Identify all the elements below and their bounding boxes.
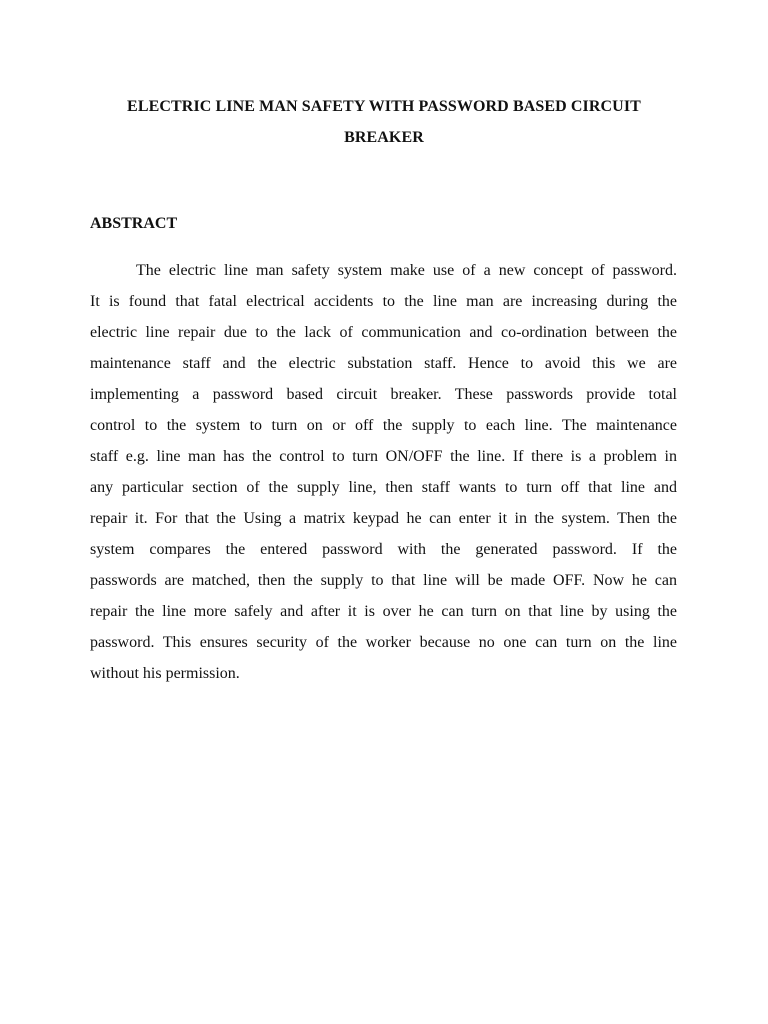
paragraph-line: maintenance staff and the electric substation staff. Hence to avoid this we are	[90, 355, 677, 372]
paragraph-line: repair it. For that the Using a matrix keypad he can enter it in the system. Then the	[90, 510, 677, 527]
section-heading-abstract: ABSTRACT	[90, 215, 178, 232]
title-line-2: BREAKER	[344, 129, 424, 146]
paragraph-line: repair the line more safely and after it is over he can turn on that line by using the	[90, 603, 677, 620]
paragraph-line: The electric line man safety system make use of a new concept of password.	[136, 262, 677, 279]
paragraph-line: implementing a password based circuit breaker. These passwords provide total	[90, 386, 677, 403]
paragraph-line: system compares the entered password with the generated password. If the	[90, 541, 677, 558]
paragraph-line: It is found that fatal electrical accidents to the line man are increasing during the	[90, 293, 677, 310]
paragraph-line: control to the system to turn on or off the supply to each line. The maintenance	[90, 417, 677, 434]
paragraph-line: any particular section of the supply line, then staff wants to turn off that line and	[90, 479, 677, 496]
paragraph-line: passwords are matched, then the supply to that line will be made OFF. Now he can	[90, 572, 677, 589]
paragraph-line: electric line repair due to the lack of communication and co-ordination between the	[90, 324, 677, 341]
paragraph-line: staff e.g. line man has the control to turn ON/OFF the line. If there is a problem in	[90, 448, 677, 465]
title-line-1: ELECTRIC LINE MAN SAFETY WITH PASSWORD BASED CIRCUIT	[127, 98, 641, 115]
document-title	[90, 91, 678, 153]
abstract-paragraph	[90, 255, 677, 689]
paragraph-line: without his permission.	[90, 665, 240, 682]
paragraph-line: password. This ensures security of the worker because no one can turn on the line	[90, 634, 677, 651]
